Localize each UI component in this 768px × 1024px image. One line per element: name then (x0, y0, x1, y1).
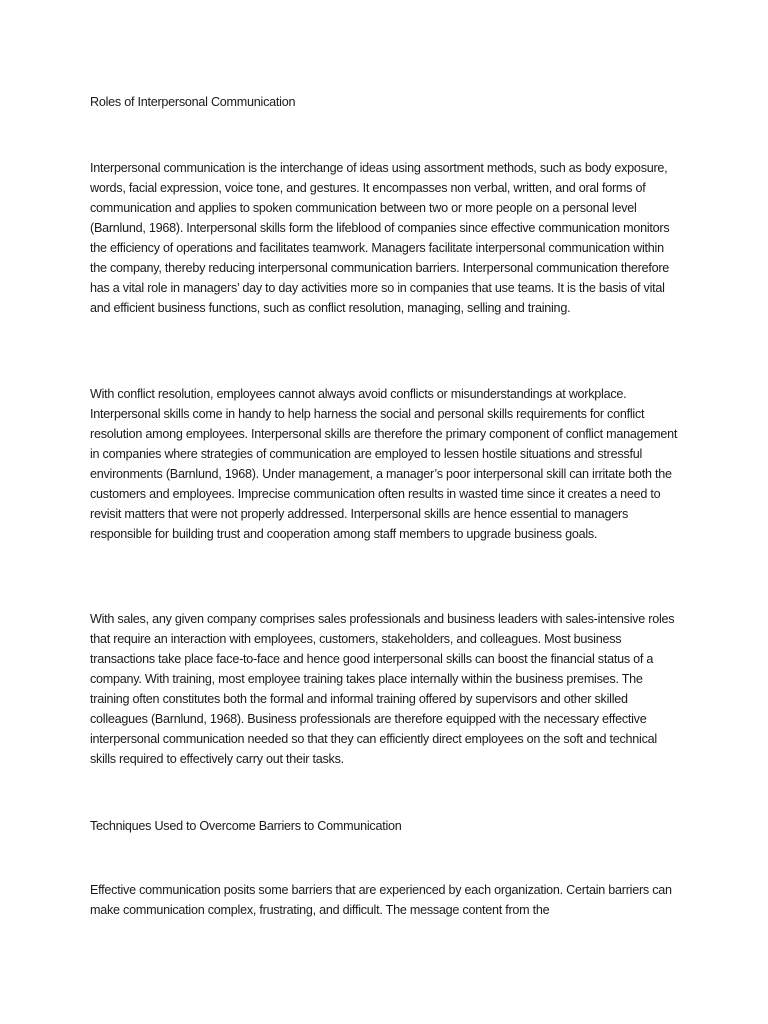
paragraph-interpersonal-definition: Interpersonal communication is the interchange of ideas using assortment methods, such as body exposure, words, facial expression, voice tone, and gestures. It encompasses non verbal, written, and oral forms of communication and applies to spoken communication between two or more people on a personal level (Barnlund, 1968). Interpersonal skills form the lifeblood of companies since effective communication monitors the efficiency of operations and facilitates teamwork. Managers facilitate interpersonal communication within the company, thereby reducing interpersonal communication barriers. Interpersonal communication therefore has a vital role in managers’ day to day activities more so in companies that use teams. It is the basis of vital and efficient business functions, such as conflict resolution, managing, selling and training. (90, 161, 670, 315)
section-heading-techniques: Techniques Used to Overcome Barriers to Communication (90, 819, 402, 833)
paragraph-conflict-resolution: With conflict resolution, employees cannot always avoid conflicts or misunderstandings at workplace. Interpersonal skills come in handy to help harness the social and personal skills requirements for conflict resolution among employees. Interpersonal skills are therefore the primary component of conflict management in companies where strategies of communication are employed to lessen hostile situations and stressful environments (Barnlund, 1968). Under management, a manager’s poor interpersonal skill can irritate both the customers and employees. Imprecise communication often results in wasted time since it creates a need to revisit matters that were not properly addressed. Interpersonal skills are hence essential to managers responsible for building trust and cooperation among staff members to upgrade business goals. (90, 387, 678, 541)
paragraph-sales-training: With sales, any given company comprises sales professionals and business leaders with sales-intensive roles that require an interaction with employees, customers, stakeholders, and colleagues. Most business transactions take place face-to-face and hence good interpersonal skills can boost the financial status of a company. With training, most employee training takes place internally within the business premises. The training often constitutes both the formal and informal training offered by supervisors and other skilled colleagues (Barnlund, 1968). Business professionals are therefore equipped with the necessary effective interpersonal communication needed so that they can efficiently direct employees on the soft and technical skills required to effectively carry out their tasks. (90, 612, 675, 766)
section-heading-roles: Roles of Interpersonal Communication (90, 95, 296, 109)
paragraph-effective-communication: Effective communication posits some barriers that are experienced by each organization. Certain barriers can make communication complex, frustrating, and difficult. The message content from the (90, 883, 672, 917)
